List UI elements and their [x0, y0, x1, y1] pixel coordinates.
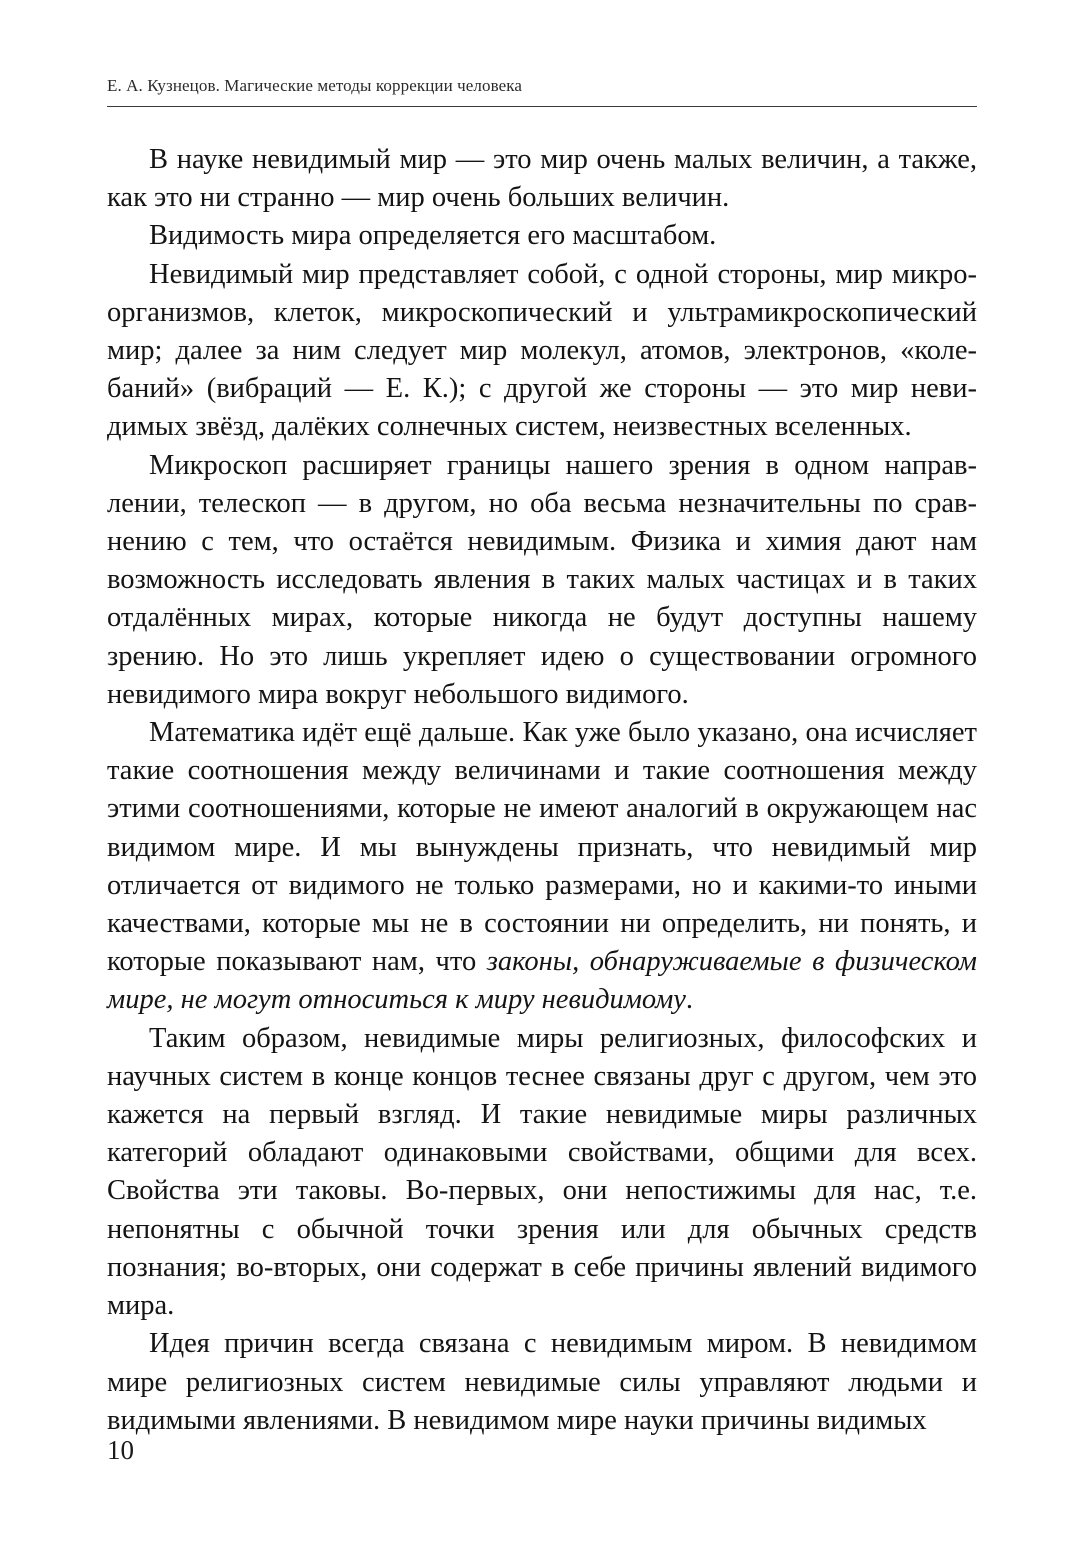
running-title: Е. А. Кузнецов. Магические методы коррекции человека	[107, 76, 523, 95]
paragraph-7: Идея причин всегда связана с невидимым миром. В невидимом мире религиозных систем невидимые силы управляют людьми и видимыми явлениями. В невидимом мире науки причины видимых	[107, 1328, 977, 1436]
paragraph-3: Невидимый мир представляет собой, с одной стороны, мир микроорганизмов, клеток, микроскопический и ультрамикроскопический мир; далее за ним следует мир молекул, атомов, электронов, «колебаний» (вибраций — Е. К.); с другой же стороны — это мир невидимых звёзд, далёких солнечных систем, неизвестных вселенных.	[107, 258, 977, 443]
paragraph-4: Микроскоп расширяет границы нашего зрения в одном направлении, телескоп — в другом, но оба весьма незначительны по сравнению с тем, что остаётся невидимым. Физика и химия дают нам возможность исследовать явления в таких малых частицах и в таких отдалённых мирах, которые никогда не будут доступны нашему зрению. Но это лишь укрепляет идею о существовании огромного невидимого мира вокруг небольшого видимого.	[107, 449, 977, 710]
paragraph-2: Видимость мира определяется его масштабом.	[149, 220, 717, 252]
paragraph-5-text: Математика идёт ещё дальше. Как уже было указано, она исчисляет такие соотношения между величинами и такие соотношения между этими соотношениями, которые не имеют аналогий в окружающем нас видимом мире. И мы вынуждены признать, что невидимый мир отличается от видимого не только размерами, но и какими-то иными качествами, которые мы не в состоянии ни определить, ни понять, и которые показывают нам, что	[107, 717, 977, 978]
paragraph-1: В науке невидимый мир — это мир очень малых величин, а также, как это ни странно — мир очень больших величин.	[107, 144, 977, 214]
paragraph-5-italic: законы, обнаруживаемые в физическом мире, не могут относиться к миру невидимому	[107, 946, 978, 1016]
running-header	[107, 74, 977, 107]
paragraph-6: Таким образом, невидимые миры религиозных, философских и научных систем в конце концов теснее связаны друг с другом, чем это кажется на первый взгляд. И такие невидимые миры различных категорий обладают одинаковыми свойствами, общими для всех. Свойства эти таковы. Во-первых, они непостижимы для нас, т.е. непонятны с обычной точки зрения или для обычных средств познания; во-вторых, они содержат в себе причины явлений видимого мира.	[107, 1022, 977, 1322]
paragraph-5	[107, 714, 977, 1020]
body-text	[107, 141, 977, 1440]
page-number: 10	[107, 1435, 134, 1465]
paragraph-5-tail: .	[685, 984, 694, 1016]
